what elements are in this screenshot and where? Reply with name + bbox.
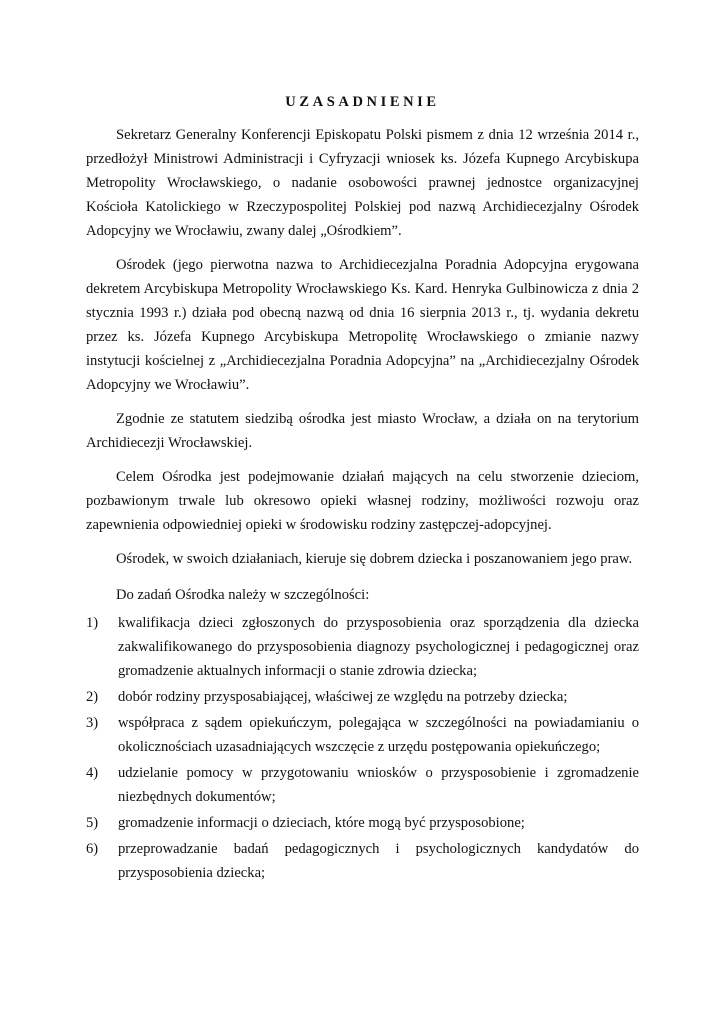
list-item-text: udzielanie pomocy w przygotowaniu wniosków o przysposobienie i zgromadzenie niezbędnych dokumentów;	[118, 765, 639, 805]
list-item	[86, 685, 639, 709]
list-item	[86, 811, 639, 835]
list-item-number: 5)	[86, 815, 99, 831]
list-item-number: 4)	[86, 765, 99, 781]
list-item	[86, 711, 639, 759]
list-item-number: 1)	[86, 615, 99, 631]
list-item	[86, 611, 639, 683]
list-item	[86, 837, 639, 885]
list-item-text: dobór rodziny przysposabiającej, właściwej ze względu na potrzeby dziecka;	[118, 689, 568, 705]
paragraph-seat: Zgodnie ze statutem siedzibą ośrodka jest miasto Wrocław, a działa on na terytorium Archidiecezji Wrocławskiej.	[86, 411, 639, 451]
tasks-list	[86, 611, 639, 885]
paragraph-principles: Ośrodek, w swoich działaniach, kieruje się dobrem dziecka i poszanowaniem jego praw.	[116, 551, 633, 567]
document-title: UZASADNIENIE	[285, 94, 440, 110]
list-item-number: 2)	[86, 689, 99, 705]
list-item-text: przeprowadzanie badań pedagogicznych i psychologicznych kandydatów do przysposobienia dziecka;	[118, 841, 639, 881]
list-item-text: gromadzenie informacji o dzieciach, które mogą być przysposobione;	[118, 815, 525, 831]
list-item-number: 3)	[86, 715, 99, 731]
paragraph-tasks-intro: Do zadań Ośrodka należy w szczególności:	[116, 587, 370, 603]
list-item-text: współpraca z sądem opiekuńczym, polegająca w szczególności na powiadamianiu o okolicznościach uzasadniających wszczęcie z urzędu postępowania opiekuńczego;	[118, 715, 639, 755]
paragraph-purpose: Celem Ośrodka jest podejmowanie działań mających na celu stworzenie dzieciom, pozbawionym trwale lub okresowo opieki własnej rodziny, możliwości rozwoju oraz zapewnienia odpowiedniej opieki w środowisku rodziny zastępczej-adopcyjnej.	[86, 469, 639, 533]
list-item-text: kwalifikacja dzieci zgłoszonych do przysposobienia oraz sporządzenia dla dziecka zakwalifikowanego do przysposobienia diagnozy psychologicznej i pedagogicznej oraz gromadzenie aktualnych informacji o stanie zdrowia dziecka;	[118, 615, 639, 679]
document-page	[86, 92, 639, 887]
paragraph-history: Ośrodek (jego pierwotna nazwa to Archidiecezjalna Poradnia Adopcyjna erygowana dekretem Arcybiskupa Metropolity Wrocławskiego Ks. Kard. Henryka Gulbinowicza z dnia 2 stycznia 1993 r.) działa pod obecną nazwą od dnia 16 sierpnia 2013 r., tj. wydania dekretu przez ks. Józefa Kupnego Arcybiskupa Metropolitę Wrocławskiego o zmianie nazwy instytucji kościelnej z „Archidiecezjalna Poradnia Adopcyjna” na „Archidiecezjalny Ośrodek Adopcyjny we Wrocławiu”.	[86, 257, 639, 393]
paragraph-request: Sekretarz Generalny Konferencji Episkopatu Polski pismem z dnia 12 września 2014 r., przedłożył Ministrowi Administracji i Cyfryzacji wniosek ks. Józefa Kupnego Arcybiskupa Metropolity Wrocławskiego, o nadanie osobowości prawnej jednostce organizacyjnej Kościoła Katolickiego w Rzeczypospolitej Polskiej pod nazwą Archidiecezjalny Ośrodek Adopcyjny we Wrocławiu, zwany dalej „Ośrodkiem”.	[86, 127, 639, 239]
list-item-number: 6)	[86, 841, 99, 857]
list-item	[86, 761, 639, 809]
